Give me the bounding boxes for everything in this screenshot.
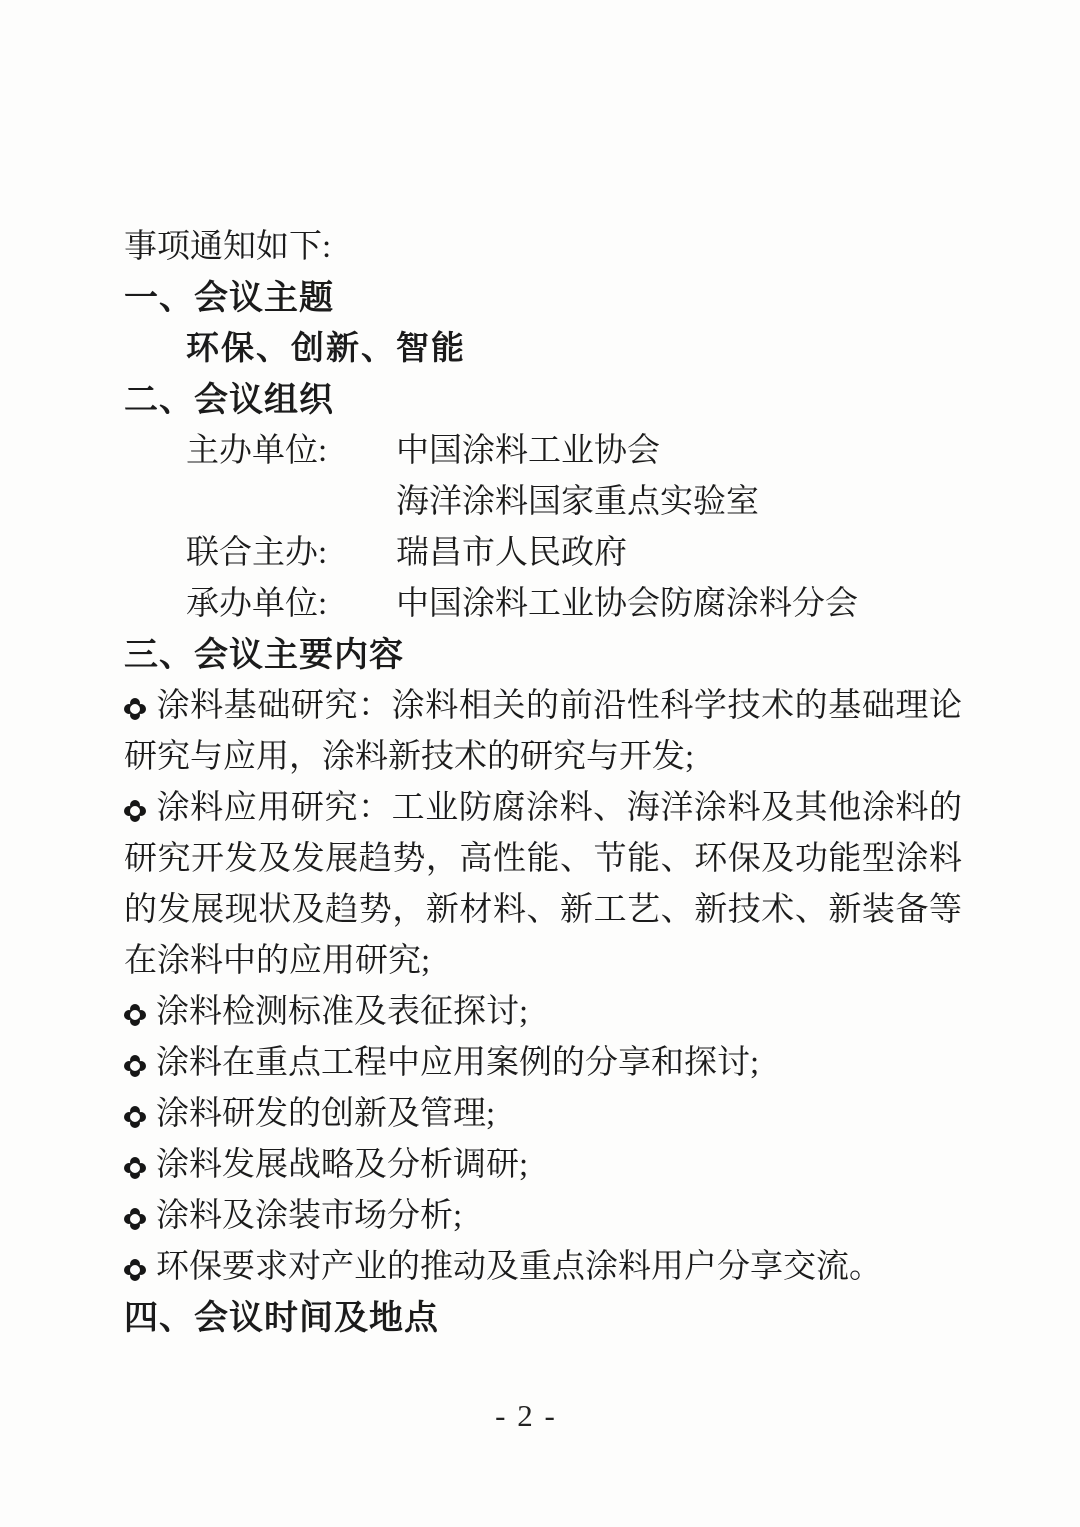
intro-line: 事项通知如下: [124,229,332,265]
clover-bullet-icon [130,1010,140,1020]
organizer-value: 海洋涂料国家重点实验室 [396,484,759,520]
organizer-row [124,579,962,630]
clover-bullet-icon [130,704,140,714]
organizer-label: 主办单位: [186,433,328,469]
organizer-value: 中国涂料工业协会防腐涂料分会 [396,586,858,622]
content-item-text: 涂料在重点工程中应用案例的分享和探讨; [156,1045,760,1081]
page-number: - 2 - [495,1398,557,1433]
organizer-value: 瑞昌市人民政府 [396,535,627,571]
organizer-label: 联合主办: [186,535,328,571]
organizer-row [124,477,962,528]
page-content [124,222,962,1344]
clover-bullet-icon [130,1112,140,1122]
section-2-heading: 二、会议组织 [124,382,334,419]
content-item [124,1140,962,1191]
content-item [124,1038,962,1089]
content-item [124,987,962,1038]
clover-bullet-icon [130,1214,140,1224]
meeting-theme: 环保、创新、智能 [186,331,466,367]
content-item-text: 环保要求对产业的推动及重点涂料用户分享交流。 [156,1249,882,1285]
content-item-text: 涂料研发的创新及管理; [156,1096,496,1132]
content-item-text: 涂料及涂装市场分析; [156,1198,463,1234]
content-item-text: 涂料基础研究：涂料相关的前沿性科学技术的基础理论研究与应用，涂料新技术的研究与开发; [124,688,962,775]
clover-bullet-icon [130,1061,140,1071]
organizer-row [124,528,962,579]
clover-bullet-icon [130,1265,140,1275]
content-item-text: 涂料应用研究：工业防腐涂料、海洋涂料及其他涂料的研究开发及发展趋势，高性能、节能、环保及功能型涂料的发展现状及趋势，新材料、新工艺、新技术、新装备等在涂料中的应用研究; [124,790,962,979]
clover-bullet-icon [130,1163,140,1173]
organizer-row [124,426,962,477]
content-item [124,1191,962,1242]
content-item [124,1089,962,1140]
clover-bullet-icon [130,806,140,816]
content-item [124,1242,962,1293]
content-item-text: 涂料发展战略及分析调研; [156,1147,529,1183]
section-3-heading: 三、会议主要内容 [124,637,404,674]
organizer-label: 承办单位: [186,586,328,622]
section-1-heading: 一、会议主题 [124,280,334,317]
content-item-text: 涂料检测标准及表征探讨; [156,994,529,1030]
content-item [124,681,962,783]
organizer-value: 中国涂料工业协会 [396,433,660,469]
section-4-heading: 四、会议时间及地点 [124,1300,439,1337]
content-item [124,783,962,987]
